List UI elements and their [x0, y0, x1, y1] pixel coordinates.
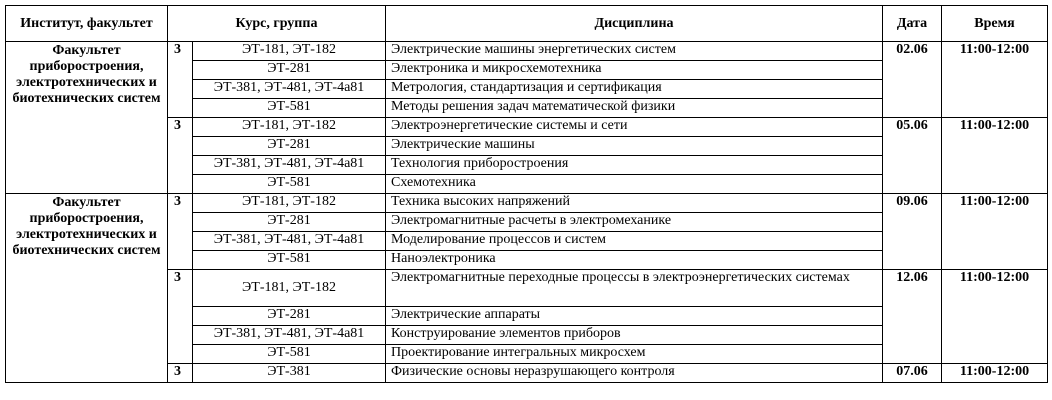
discipline-cell: Моделирование процессов и систем — [386, 232, 883, 251]
faculty-cell: Факультет приборостроения, электротехнических и биотехнических систем — [6, 42, 168, 194]
date-cell: 02.06 — [883, 42, 942, 118]
discipline-cell: Электрические аппараты — [386, 307, 883, 326]
group-cell: ЭТ-381, ЭТ-481, ЭТ-4а81 — [193, 232, 386, 251]
group-cell: ЭТ-281 — [193, 307, 386, 326]
table-row — [6, 194, 1048, 213]
faculty-cell: Факультет приборостроения, электротехнических и биотехнических систем — [6, 194, 168, 383]
time-cell: 11:00-12:00 — [942, 270, 1048, 364]
header-date: Дата — [883, 6, 942, 42]
group-cell: ЭТ-381, ЭТ-481, ЭТ-4а81 — [193, 326, 386, 345]
discipline-cell: Электрические машины — [386, 137, 883, 156]
group-cell: ЭТ-281 — [193, 61, 386, 80]
group-cell: ЭТ-281 — [193, 137, 386, 156]
discipline-cell: Схемотехника — [386, 175, 883, 194]
table-row — [6, 42, 1048, 61]
group-cell: ЭТ-381, ЭТ-481, ЭТ-4а81 — [193, 156, 386, 175]
course-cell: 3 — [168, 270, 193, 364]
group-cell: ЭТ-581 — [193, 99, 386, 118]
time-cell: 11:00-12:00 — [942, 194, 1048, 270]
discipline-cell: Техника высоких напряжений — [386, 194, 883, 213]
header-discipline: Дисциплина — [386, 6, 883, 42]
discipline-cell: Электромагнитные расчеты в электромеханике — [386, 213, 883, 232]
time-cell: 11:00-12:00 — [942, 364, 1048, 383]
header-institute: Институт, факультет — [6, 6, 168, 42]
course-cell: 3 — [168, 42, 193, 118]
discipline-cell: Технология приборостроения — [386, 156, 883, 175]
group-cell: ЭТ-581 — [193, 251, 386, 270]
discipline-cell: Электроэнергетические системы и сети — [386, 118, 883, 137]
time-cell: 11:00-12:00 — [942, 42, 1048, 118]
discipline-cell: Методы решения задач математической физики — [386, 99, 883, 118]
group-cell: ЭТ-181, ЭТ-182 — [193, 194, 386, 213]
discipline-cell: Электромагнитные переходные процессы в электроэнергетических системах — [386, 270, 883, 307]
group-cell: ЭТ-181, ЭТ-182 — [193, 270, 386, 307]
discipline-cell: Физические основы неразрушающего контроля — [386, 364, 883, 383]
course-cell: 3 — [168, 118, 193, 194]
discipline-cell: Метрология, стандартизация и сертификация — [386, 80, 883, 99]
date-cell: 12.06 — [883, 270, 942, 364]
discipline-cell: Конструирование элементов приборов — [386, 326, 883, 345]
group-cell: ЭТ-281 — [193, 213, 386, 232]
group-cell: ЭТ-181, ЭТ-182 — [193, 118, 386, 137]
date-cell: 07.06 — [883, 364, 942, 383]
discipline-cell: Проектирование интегральных микросхем — [386, 345, 883, 364]
header-row — [6, 6, 1048, 42]
discipline-cell: Электрические машины энергетических систем — [386, 42, 883, 61]
header-time: Время — [942, 6, 1048, 42]
discipline-cell: Электроника и микросхемотехника — [386, 61, 883, 80]
group-cell: ЭТ-381, ЭТ-481, ЭТ-4а81 — [193, 80, 386, 99]
date-cell: 09.06 — [883, 194, 942, 270]
group-cell: ЭТ-581 — [193, 175, 386, 194]
group-cell: ЭТ-181, ЭТ-182 — [193, 42, 386, 61]
header-course-group: Курс, группа — [168, 6, 386, 42]
course-cell: 3 — [168, 194, 193, 270]
exam-schedule-table — [5, 5, 1048, 383]
group-cell: ЭТ-581 — [193, 345, 386, 364]
discipline-cell: Наноэлектроника — [386, 251, 883, 270]
date-cell: 05.06 — [883, 118, 942, 194]
time-cell: 11:00-12:00 — [942, 118, 1048, 194]
course-cell: 3 — [168, 364, 193, 383]
group-cell: ЭТ-381 — [193, 364, 386, 383]
